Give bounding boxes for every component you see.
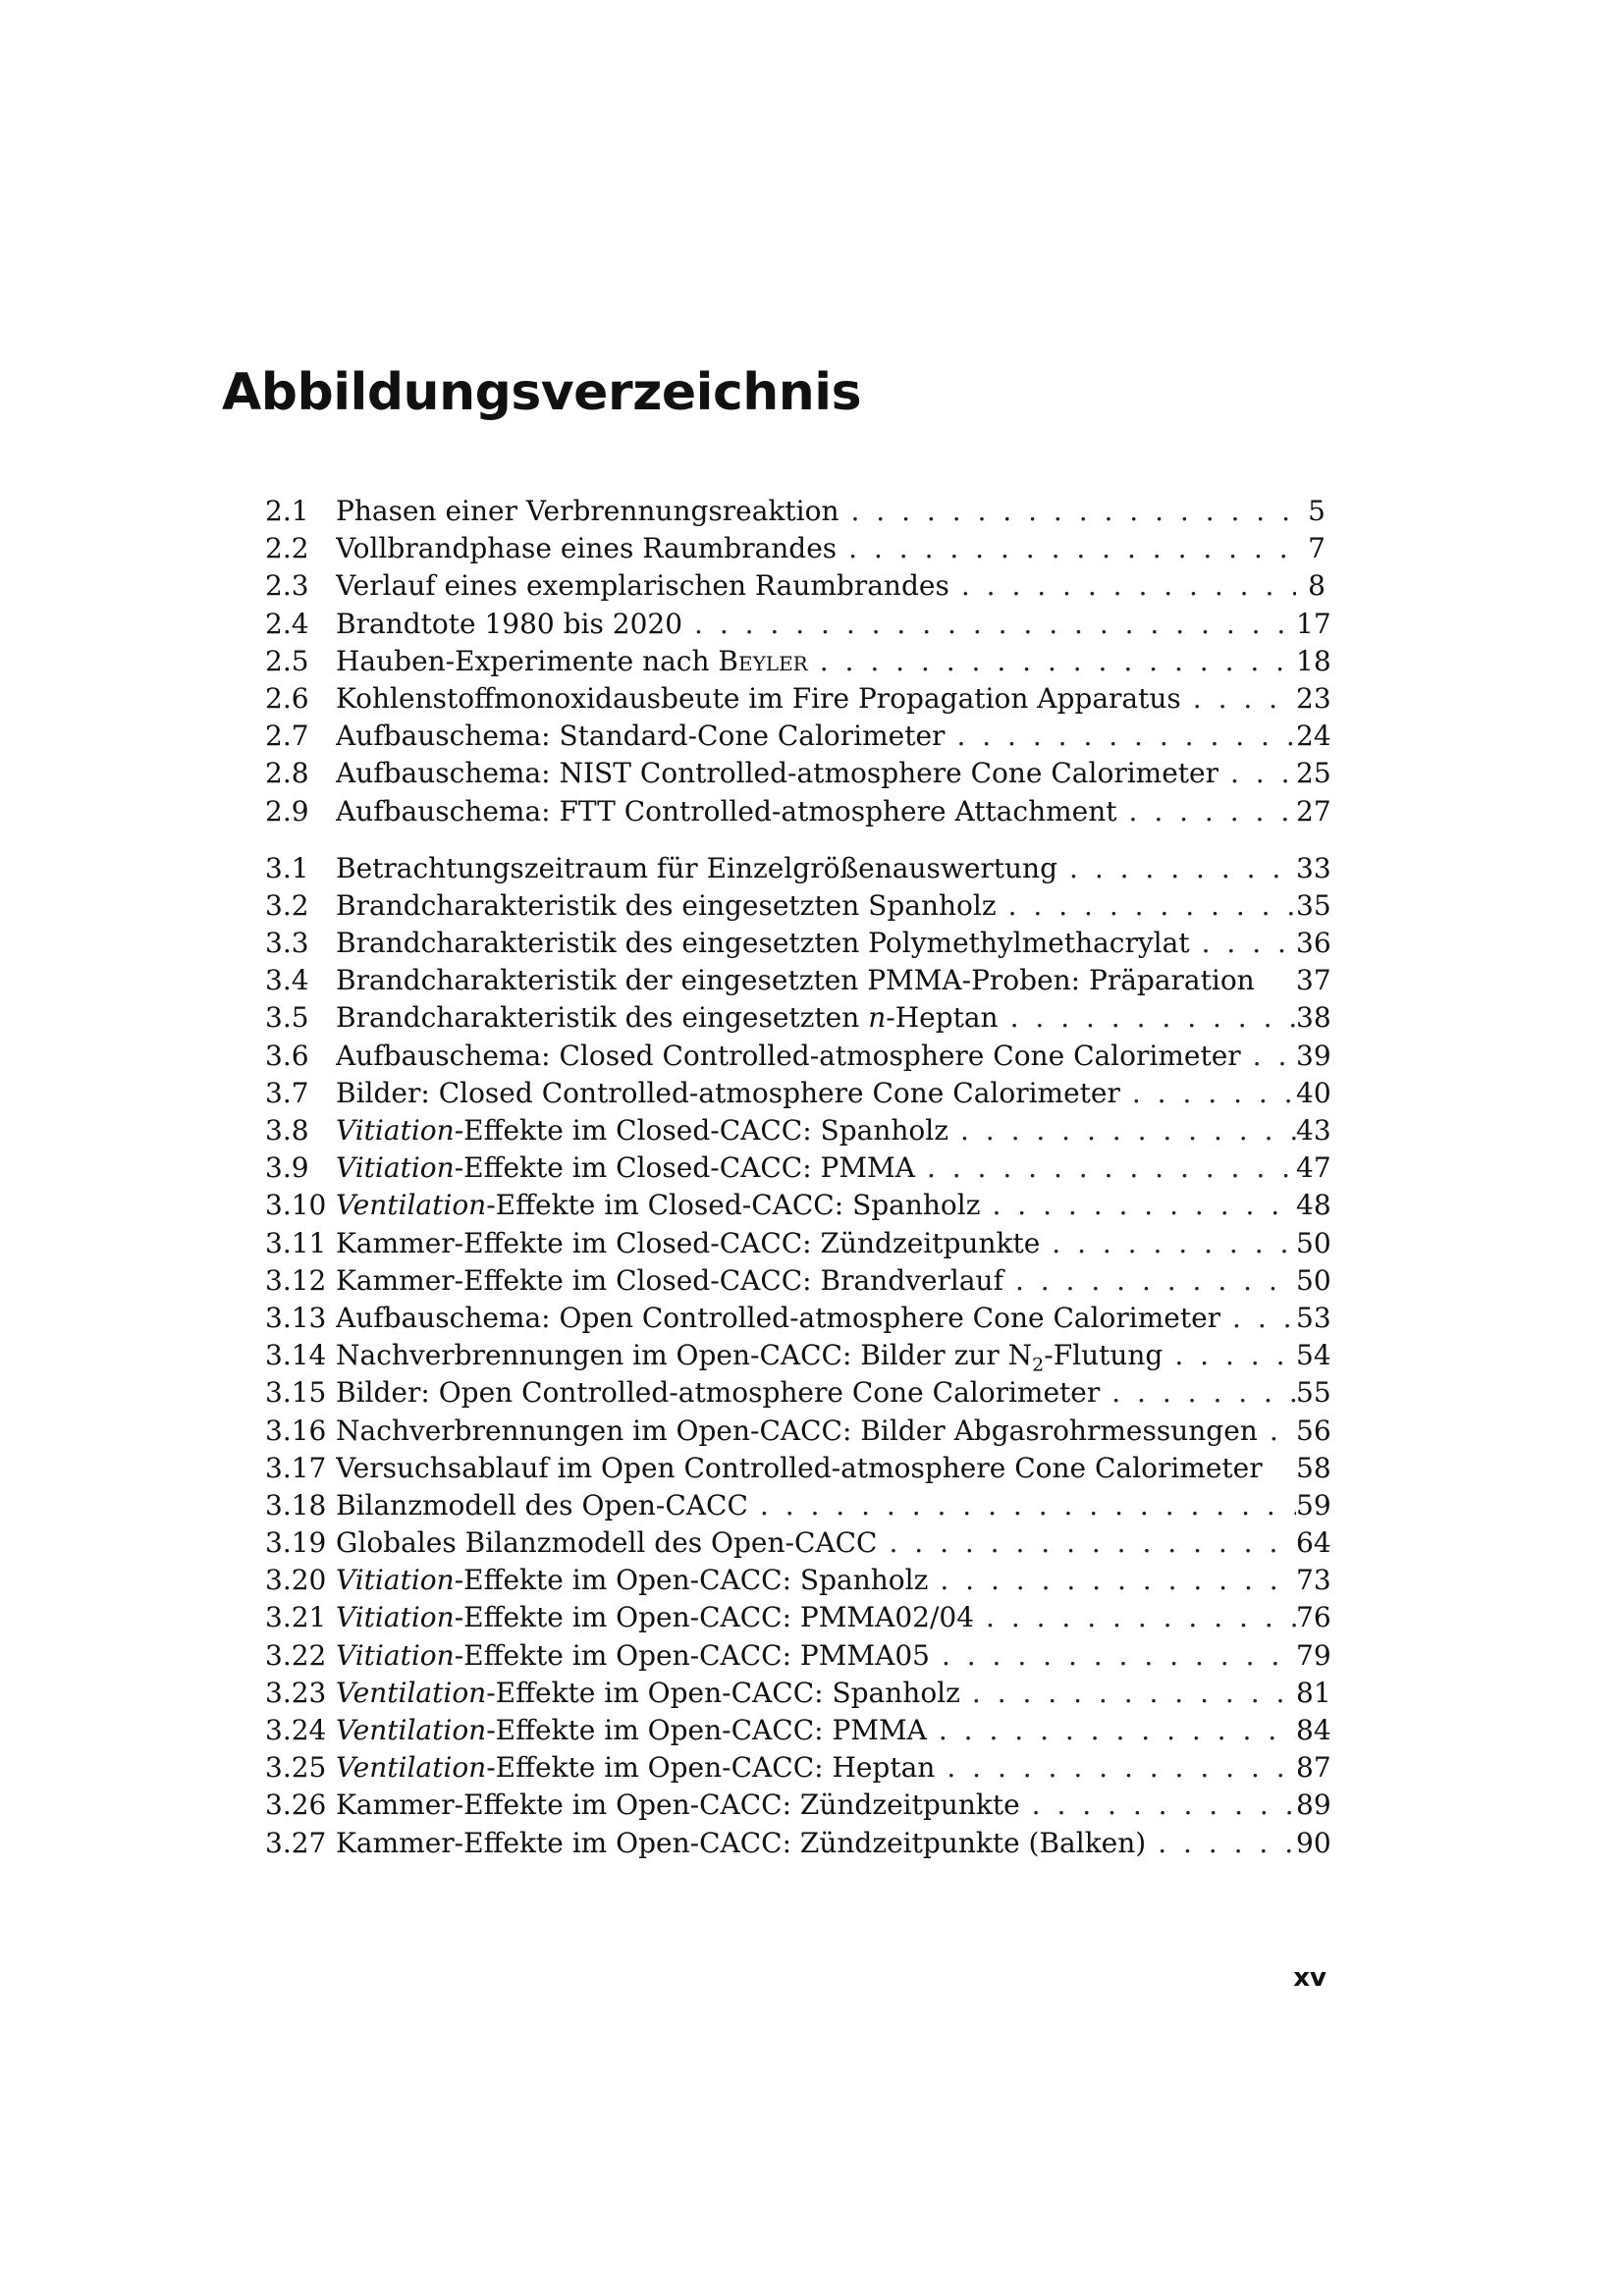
dot-leader <box>1100 1374 1296 1412</box>
figure-title-part: -Effekte im Closed-CACC: PMMA <box>454 1151 915 1185</box>
figure-title <box>336 1749 935 1787</box>
figure-title-part: Aufbauschema: FTT Controlled-atmosphere Attachment <box>336 794 1117 828</box>
figure-title-wrap <box>336 793 1296 830</box>
figure-title <box>336 606 682 643</box>
figure-entry[interactable] <box>265 1712 1331 1749</box>
figure-title-wrap <box>336 1749 1296 1787</box>
figure-title <box>336 643 808 680</box>
figure-title-part: Ventilation <box>336 1676 487 1709</box>
figure-entry[interactable] <box>265 887 1331 925</box>
dot-leader <box>1040 1225 1296 1262</box>
figure-number: 3.5 <box>265 1001 309 1035</box>
figure-number: 3.13 <box>265 1301 327 1334</box>
figure-number: 2.7 <box>265 720 309 753</box>
figure-title-part: -Effekte im Open-CACC: Spanholz <box>486 1676 960 1709</box>
figure-number: 3.8 <box>265 1114 309 1147</box>
figure-title-part: Ventilation <box>336 1714 487 1746</box>
figure-title-part: Vitiation <box>336 1151 455 1185</box>
figure-title <box>336 1187 981 1224</box>
figure-entry[interactable] <box>265 1038 1331 1075</box>
dot-leader <box>974 1599 1296 1636</box>
figure-title-part: Phasen einer Verbrennungsreaktion <box>336 495 839 527</box>
figure-entry[interactable] <box>265 1675 1331 1712</box>
figure-number: 3.11 <box>265 1226 327 1259</box>
figure-title-wrap <box>336 1487 1296 1524</box>
figure-title <box>336 1787 1020 1824</box>
figure-title-wrap <box>336 1524 1296 1562</box>
figure-title-part: Verlauf eines exemplarischen Raumbrandes <box>336 569 949 603</box>
figure-page-number: 76 <box>1296 1601 1331 1634</box>
dot-leader <box>837 530 1296 567</box>
figure-page-number: 36 <box>1296 927 1331 960</box>
figure-title-wrap <box>336 680 1296 718</box>
figure-title <box>336 999 999 1037</box>
figure-title-wrap <box>336 606 1296 643</box>
figure-entry[interactable] <box>265 680 1331 718</box>
figure-entry[interactable] <box>265 1487 1331 1524</box>
dot-leader <box>839 493 1296 530</box>
dot-leader <box>960 1675 1296 1712</box>
figure-entry[interactable] <box>265 1825 1331 1862</box>
figure-title <box>336 1225 1040 1262</box>
figure-title-wrap <box>336 1300 1296 1337</box>
figure-number: 3.21 <box>265 1601 327 1634</box>
dot-leader <box>808 643 1296 680</box>
figure-page-number: 40 <box>1296 1076 1331 1109</box>
dot-leader <box>930 1637 1296 1675</box>
figure-entry[interactable] <box>265 1562 1331 1599</box>
figure-title-part: Brandcharakteristik des eingesetzten Polymethylmethacrylat <box>336 927 1190 960</box>
figure-number: 3.6 <box>265 1039 309 1072</box>
figure-title-wrap <box>336 643 1296 680</box>
figure-entry[interactable] <box>265 962 1331 999</box>
figure-title-part: Vitiation <box>336 1564 455 1597</box>
figure-number: 3.9 <box>265 1151 309 1185</box>
figure-title <box>336 1562 928 1599</box>
figure-entry[interactable] <box>265 755 1331 792</box>
figure-title-part: -Effekte im Open-CACC: PMMA02/04 <box>454 1601 975 1634</box>
figure-page-number: 56 <box>1296 1414 1331 1447</box>
dot-leader <box>1163 1337 1296 1374</box>
figure-title <box>336 1524 877 1562</box>
figure-title-wrap <box>336 887 1296 925</box>
figure-title-wrap <box>336 1187 1296 1224</box>
figure-number: 3.27 <box>265 1826 327 1859</box>
figure-page-number: 87 <box>1296 1751 1331 1785</box>
figure-title-part: Globales Bilanzmodell des Open-CACC <box>336 1526 878 1560</box>
figure-title-wrap <box>336 1637 1296 1675</box>
figure-entry[interactable] <box>265 850 1331 887</box>
figure-title-wrap <box>336 567 1296 605</box>
figure-page-number: 79 <box>1296 1638 1331 1672</box>
figure-title-part: Brandcharakteristik der eingesetzten PMMA-Proben: Präparation <box>336 964 1255 997</box>
figure-entry[interactable] <box>265 1149 1331 1187</box>
figure-page-number: 8 <box>1308 569 1326 603</box>
figure-title-part: Vitiation <box>336 1638 455 1672</box>
figure-page-number: 18 <box>1296 644 1331 677</box>
figure-entry[interactable] <box>265 1787 1331 1824</box>
figure-number: 2.8 <box>265 757 309 790</box>
figure-page-number: 7 <box>1308 532 1326 565</box>
figure-title-wrap <box>336 493 1296 530</box>
figure-title-wrap <box>336 1038 1296 1075</box>
figure-entry[interactable] <box>265 567 1326 605</box>
dot-leader <box>1220 1300 1296 1337</box>
dot-leader <box>981 1187 1297 1224</box>
figure-entry[interactable] <box>265 1749 1331 1787</box>
figure-title <box>336 962 1255 999</box>
figure-title <box>336 567 949 605</box>
figure-entry[interactable] <box>265 1413 1331 1450</box>
figure-number: 3.16 <box>265 1414 327 1447</box>
figure-title-part: -Effekte im Open-CACC: PMMA <box>486 1714 927 1746</box>
figure-entry[interactable] <box>265 1337 1331 1375</box>
figure-title-part: n <box>868 1001 887 1035</box>
figure-title <box>336 1637 930 1675</box>
figure-title <box>336 1262 1003 1300</box>
figure-page-number: 33 <box>1296 851 1331 884</box>
figure-entry[interactable] <box>265 643 1331 680</box>
dot-leader <box>1258 1413 1296 1450</box>
figure-entry[interactable] <box>265 999 1331 1037</box>
figure-title-wrap <box>336 1675 1296 1712</box>
figure-title-wrap <box>336 1599 1296 1636</box>
figure-number: 3.18 <box>265 1488 327 1522</box>
figure-title-wrap <box>336 530 1296 567</box>
figure-title-part: Betrachtungszeitraum für Einzelgrößenauswertung <box>336 851 1058 884</box>
figure-title-part: 2 <box>1032 1354 1045 1375</box>
figure-entry[interactable] <box>265 1225 1331 1262</box>
figure-title <box>336 1149 915 1187</box>
figure-title-part: Ventilation <box>336 1189 487 1222</box>
figure-number: 2.4 <box>265 607 309 640</box>
figure-title-part: Brandcharakteristik des eingesetzten <box>336 1001 869 1035</box>
figure-page-number: 89 <box>1296 1789 1331 1822</box>
figure-number: 3.7 <box>265 1076 309 1109</box>
figure-title-wrap <box>336 1225 1296 1262</box>
figure-number: 3.3 <box>265 927 309 960</box>
figure-number: 3.2 <box>265 888 309 922</box>
figure-title <box>336 925 1190 962</box>
figure-page-number: 59 <box>1296 1488 1331 1522</box>
figure-entry[interactable] <box>265 606 1331 643</box>
figure-page-number: 54 <box>1296 1339 1331 1372</box>
page-number: xv <box>1293 1963 1326 1993</box>
dot-leader <box>1241 1038 1296 1075</box>
figure-entry[interactable] <box>265 1450 1331 1487</box>
dot-leader <box>748 1487 1296 1524</box>
figure-title-part: Brandtote 1980 bis 2020 <box>336 607 683 640</box>
figure-page-number: 38 <box>1296 1001 1331 1035</box>
figure-title <box>336 1112 948 1149</box>
figure-title-part: Vitiation <box>336 1114 455 1147</box>
figure-title <box>336 680 1181 718</box>
figure-title-part: Hauben-Experimente nach <box>336 644 719 677</box>
figure-title-part: Kohlenstoffmonoxidausbeute im Fire Propagation Apparatus <box>336 681 1181 715</box>
figure-title-wrap <box>336 1262 1296 1300</box>
figure-title <box>336 1712 927 1749</box>
figure-title-wrap <box>336 1562 1296 1599</box>
figure-title-part: Aufbauschema: Standard-Cone Calorimeter <box>336 720 946 753</box>
figure-number: 3.19 <box>265 1526 327 1560</box>
figure-title-wrap <box>336 999 1296 1037</box>
figure-title-part: Bilder: Closed Controlled-atmosphere Cone Calorimeter <box>336 1076 1120 1109</box>
figure-number: 2.1 <box>265 495 309 527</box>
figure-title-part: Versuchsablauf im Open Controlled-atmosphere Cone Calorimeter <box>336 1451 1263 1484</box>
figure-title-part: Aufbauschema: Closed Controlled-atmosphere Cone Calorimeter <box>336 1039 1241 1072</box>
figure-entry[interactable] <box>265 1374 1331 1412</box>
dot-leader <box>915 1149 1296 1187</box>
figure-title-part: Bilanzmodell des Open-CACC <box>336 1488 748 1522</box>
figure-title <box>336 1374 1100 1412</box>
figure-entry[interactable] <box>265 530 1326 567</box>
figure-title-wrap <box>336 1712 1296 1749</box>
figure-page-number: 90 <box>1296 1826 1331 1859</box>
dot-leader <box>682 606 1296 643</box>
figure-number: 2.5 <box>265 644 309 677</box>
figure-title-wrap <box>336 1787 1296 1824</box>
figure-page-number: 27 <box>1296 794 1331 828</box>
figure-number: 2.6 <box>265 681 309 715</box>
figure-title <box>336 1038 1241 1075</box>
dot-leader <box>949 567 1296 605</box>
figure-title <box>336 718 945 755</box>
figure-title-part: Bilder: Open Controlled-atmosphere Cone Calorimeter <box>336 1376 1101 1410</box>
figure-number: 2.3 <box>265 569 309 603</box>
figure-title <box>336 1675 960 1712</box>
dot-leader <box>1120 1075 1296 1112</box>
figure-number: 3.1 <box>265 851 309 884</box>
figure-page-number: 73 <box>1296 1564 1331 1597</box>
figure-title <box>336 530 837 567</box>
figure-title-wrap <box>336 850 1296 887</box>
list-of-figures <box>265 493 1331 1862</box>
figure-title-part: Beyler <box>718 644 808 677</box>
dot-leader <box>945 718 1296 755</box>
figure-title-part: -Effekte im Open-CACC: Heptan <box>486 1751 936 1785</box>
figure-title-part: Vollbrandphase eines Raumbrandes <box>336 532 838 565</box>
dot-leader <box>997 887 1296 925</box>
figure-title <box>336 1825 1146 1862</box>
figure-page-number: 48 <box>1296 1189 1331 1222</box>
figure-number: 3.15 <box>265 1376 327 1410</box>
figure-title <box>336 1487 748 1524</box>
figure-title-part: Nachverbrennungen im Open-CACC: Bilder zur N <box>336 1339 1033 1372</box>
figure-page-number: 53 <box>1296 1301 1331 1334</box>
figure-number: 3.25 <box>265 1751 327 1785</box>
figure-title-wrap <box>336 1075 1296 1112</box>
figure-entry[interactable] <box>265 493 1326 530</box>
figure-title-wrap <box>336 1825 1296 1862</box>
figure-title <box>336 1599 974 1636</box>
figure-entry[interactable] <box>265 718 1331 755</box>
figure-number: 3.14 <box>265 1339 327 1372</box>
dot-leader <box>935 1749 1296 1787</box>
figure-number: 3.12 <box>265 1263 327 1297</box>
figure-page-number: 50 <box>1296 1263 1331 1297</box>
figure-title-wrap <box>336 925 1296 962</box>
figure-title <box>336 887 997 925</box>
figure-entry[interactable] <box>265 1599 1331 1636</box>
figure-page-number: 24 <box>1296 720 1331 753</box>
figure-page-number: 35 <box>1296 888 1331 922</box>
dot-leader <box>999 999 1296 1037</box>
figure-title <box>336 493 839 530</box>
figure-title-part: Aufbauschema: NIST Controlled-atmosphere Cone Calorimeter <box>336 757 1218 790</box>
figure-page-number: 17 <box>1296 607 1331 640</box>
figure-entry[interactable] <box>265 1300 1331 1337</box>
dot-leader <box>1146 1825 1296 1862</box>
dot-leader <box>928 1562 1296 1599</box>
dot-leader <box>1020 1787 1296 1824</box>
figure-title-wrap <box>336 1337 1296 1374</box>
dot-leader <box>1218 755 1296 792</box>
figure-page-number: 23 <box>1296 681 1331 715</box>
figure-title <box>336 1413 1258 1450</box>
figure-title-wrap <box>336 1374 1296 1412</box>
figure-page-number: 43 <box>1296 1114 1331 1147</box>
figure-page-number: 58 <box>1296 1451 1331 1484</box>
dot-leader <box>1117 793 1296 830</box>
figure-title-part: Kammer-Effekte im Open-CACC: Zündzeitpunkte (Balken) <box>336 1826 1147 1859</box>
figure-title <box>336 793 1117 830</box>
figure-title-wrap <box>336 1413 1296 1450</box>
dot-leader <box>877 1524 1296 1562</box>
figure-title-part: Nachverbrennungen im Open-CACC: Bilder Abgasrohrmessungen <box>336 1414 1258 1447</box>
figure-title-wrap <box>336 1450 1296 1487</box>
figure-entry[interactable] <box>265 1075 1331 1112</box>
figure-title <box>336 1337 1163 1374</box>
figure-title-part: -Heptan <box>886 1001 999 1035</box>
figure-page-number: 55 <box>1296 1376 1331 1410</box>
figure-title-wrap <box>336 1149 1296 1187</box>
figure-title-part: Kammer-Effekte im Closed-CACC: Zündzeitpunkte <box>336 1226 1041 1259</box>
figure-title-part: -Effekte im Open-CACC: Spanholz <box>454 1564 929 1597</box>
figure-title <box>336 850 1057 887</box>
figure-number: 3.26 <box>265 1789 327 1822</box>
dot-leader <box>1057 850 1296 887</box>
figure-title-wrap <box>336 962 1296 999</box>
figure-page-number: 25 <box>1296 757 1331 790</box>
figure-number: 3.17 <box>265 1451 327 1484</box>
figure-page-number: 37 <box>1296 964 1331 997</box>
figure-title-part: Vitiation <box>336 1601 455 1634</box>
dot-leader <box>927 1712 1296 1749</box>
figure-title <box>336 1075 1120 1112</box>
figure-entry[interactable] <box>265 1187 1331 1224</box>
figure-entry[interactable] <box>265 793 1331 830</box>
figure-title-part: -Effekte im Open-CACC: PMMA05 <box>454 1638 930 1672</box>
dot-leader <box>1190 925 1296 962</box>
figure-title-wrap <box>336 755 1296 792</box>
dot-leader <box>1003 1262 1296 1300</box>
page-title: Abbildungsverzeichnis <box>222 363 862 422</box>
figure-number: 3.22 <box>265 1638 327 1672</box>
figure-page-number: 84 <box>1296 1714 1331 1746</box>
figure-title-part: -Flutung <box>1044 1339 1164 1372</box>
figure-title <box>336 1300 1220 1337</box>
figure-title <box>336 1450 1263 1487</box>
figure-title-part: Brandcharakteristik des eingesetzten Spanholz <box>336 888 997 922</box>
figure-title-part: Ventilation <box>336 1751 487 1785</box>
figure-title <box>336 755 1218 792</box>
figure-title-part: -Effekte im Closed-CACC: Spanholz <box>454 1114 948 1147</box>
figure-number: 3.10 <box>265 1189 327 1222</box>
figure-number: 3.23 <box>265 1676 327 1709</box>
figure-page-number: 64 <box>1296 1526 1331 1560</box>
figure-page-number: 5 <box>1308 495 1326 527</box>
figure-page-number: 81 <box>1296 1676 1331 1709</box>
figure-title-wrap <box>336 1112 1296 1149</box>
figure-title-part: Kammer-Effekte im Open-CACC: Zündzeitpunkte <box>336 1789 1020 1822</box>
figure-entry[interactable] <box>265 1524 1331 1562</box>
figure-number: 2.9 <box>265 794 309 828</box>
figure-title-wrap <box>336 718 1296 755</box>
figure-group <box>265 850 1331 1862</box>
figure-entry[interactable] <box>265 1112 1331 1149</box>
figure-number: 2.2 <box>265 532 309 565</box>
figure-title-part: Kammer-Effekte im Closed-CACC: Brandverlauf <box>336 1263 1003 1297</box>
figure-number: 3.24 <box>265 1714 327 1746</box>
figure-group <box>265 493 1331 830</box>
figure-page-number: 47 <box>1296 1151 1331 1185</box>
figure-entry[interactable] <box>265 1262 1331 1300</box>
figure-number: 3.20 <box>265 1564 327 1597</box>
dot-leader <box>948 1112 1296 1149</box>
figure-title-part: -Effekte im Closed-CACC: Spanholz <box>486 1189 981 1222</box>
figure-title-part: Aufbauschema: Open Controlled-atmosphere Cone Calorimeter <box>336 1301 1221 1334</box>
figure-page-number: 39 <box>1296 1039 1331 1072</box>
figure-page-number: 50 <box>1296 1226 1331 1259</box>
figure-entry[interactable] <box>265 1637 1331 1675</box>
dot-leader <box>1181 680 1296 718</box>
figure-entry[interactable] <box>265 925 1331 962</box>
figure-number: 3.4 <box>265 964 309 997</box>
